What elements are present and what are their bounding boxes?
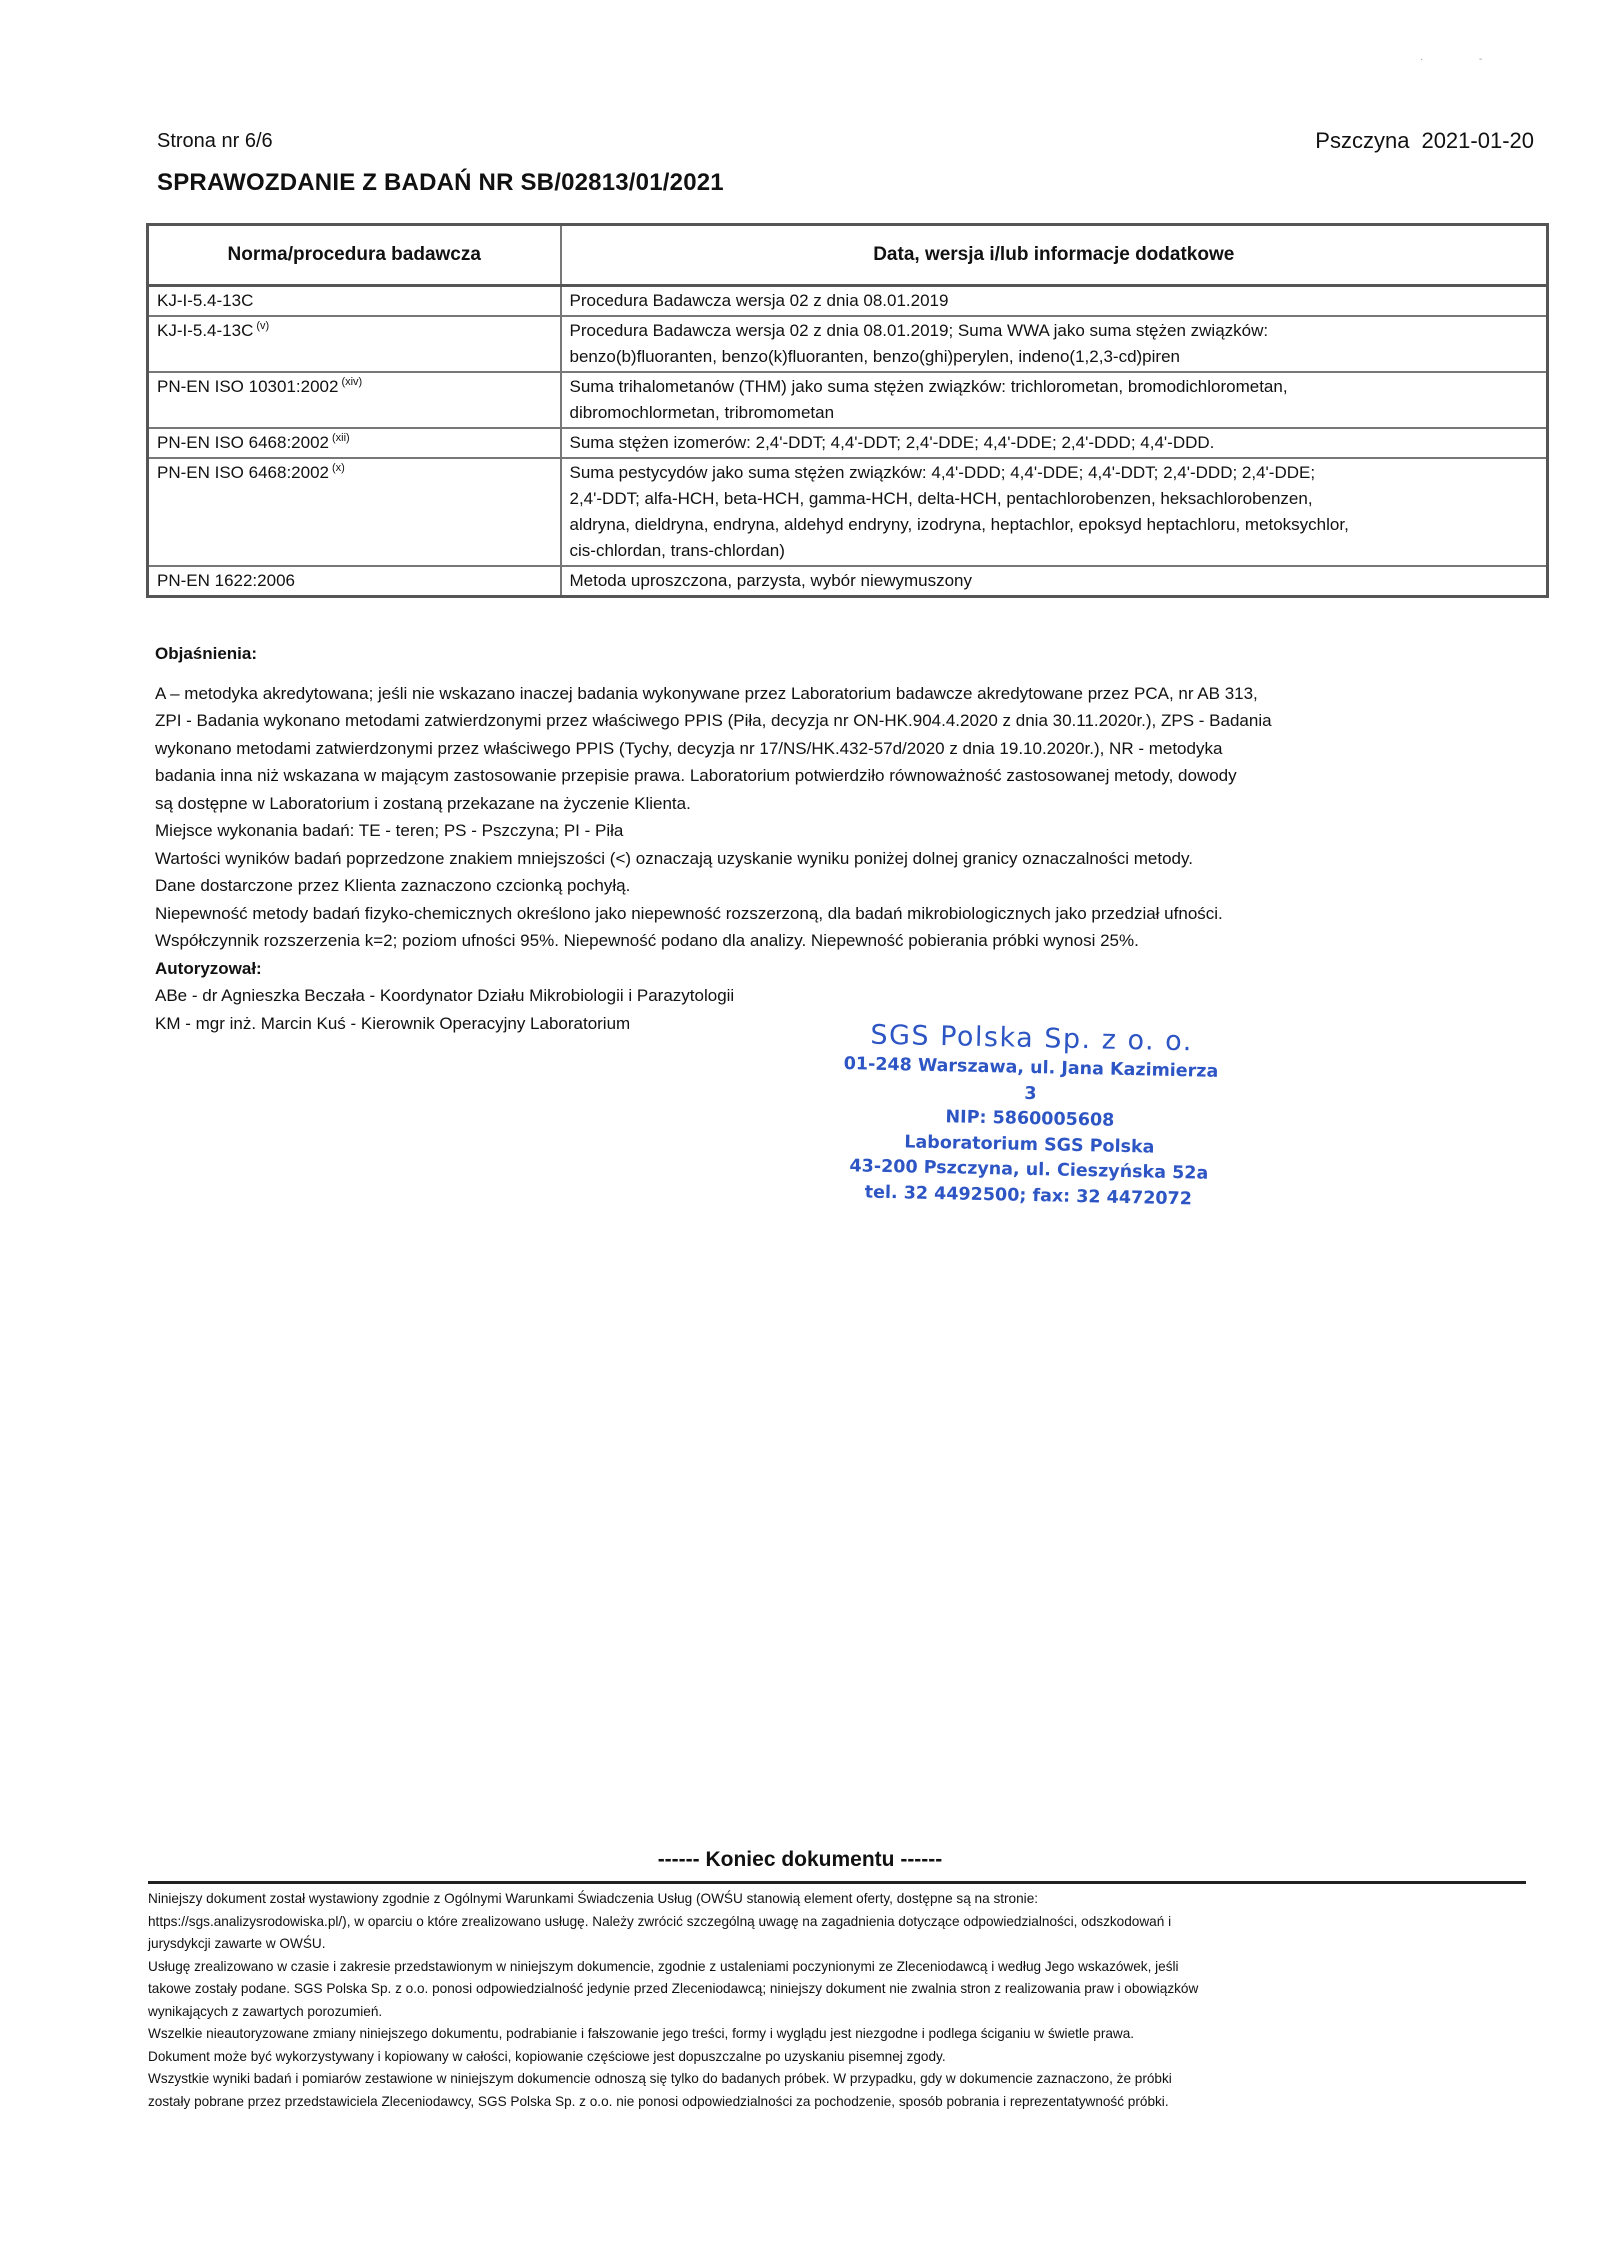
norm-code: PN-EN ISO 6468:2002 — [157, 463, 329, 482]
report-title: SPRAWOZDANIE Z BADAŃ NR SB/02813/01/2021 — [157, 169, 724, 196]
table-row — [148, 372, 1548, 428]
info-line: Procedura Badawcza wersja 02 z dnia 08.01.2019; Suma WWA jako suma stężen związków: — [569, 321, 1269, 340]
norm-cell — [148, 316, 561, 372]
norm-code: PN-EN ISO 6468:2002 — [157, 433, 329, 452]
info-cell — [561, 428, 1548, 458]
norm-footnote-marker: (x) — [331, 462, 345, 474]
legal-line: Wszystkie wyniki badań i pomiarów zestawione w niniejszym dokumencie odnoszą się tylko do badanych próbek. W przypadku, gdy w dokumencie zaznaczono, że próbki — [148, 2071, 1172, 2086]
report-place: Pszczyna — [1315, 128, 1410, 153]
legal-line: https://sgs.analizysrodowiska.pl/), w oparciu o które zrealizowano usługę. Należy zwrócić szczególną uwagę na zagadnienia dotyczące odpowiedzialności, odszkodowań i — [148, 1913, 1172, 1929]
norm-code: KJ-I-5.4-13C — [157, 321, 254, 340]
stamp-line: 43-200 Pszczyna, ul. Cieszyńska 52a — [849, 1156, 1209, 1184]
explanation-line: Dane dostarczone przez Klienta zaznaczono czcionką pochyłą. — [155, 876, 631, 895]
legal-line: Usługę zrealizowano w czasie i zakresie przedstawionym w niniejszym dokumencie, zgodnie z ustaleniami poczynionymi ze Zleceniodawcą i według Jego wskazówek, jeśli — [148, 1958, 1179, 1974]
norm-code: PN-EN ISO 10301:2002 — [157, 377, 339, 396]
authorized-person: KM - mgr inż. Marcin Kuś - Kierownik Operacyjny Laboratorium — [155, 1013, 631, 1033]
stamp-line: tel. 32 4492500; fax: 32 4472072 — [864, 1182, 1193, 1209]
info-line: Suma trihalometanów (THM) jako suma stężen związków: trichlorometan, bromodichlorometan, — [569, 377, 1288, 396]
footer-divider — [148, 1881, 1526, 1884]
info-line: dibromochlormetan, tribromometan — [569, 403, 835, 422]
table-row — [148, 428, 1548, 458]
info-cell — [561, 566, 1548, 597]
legal-line: zostały pobrane przez przedstawiciela Zleceniodawcy, SGS Polska Sp. z o.o. nie ponosi odpowiedzialności za pochodzenie, sposób pobrania i reprezentatywność próbki. — [148, 2093, 1169, 2109]
norm-footnote-marker: (xiv) — [341, 376, 363, 388]
company-stamp — [838, 1018, 1222, 1213]
column-header-norm: Norma/procedura badawcza — [148, 225, 561, 286]
norm-footnote-marker: (v) — [256, 320, 270, 332]
explanation-line: badania inna niż wskazana w mającym zastosowanie przepisie prawa. Laboratorium potwierdziło równoważność zastosowanej metody, dowody — [155, 766, 1237, 785]
norm-code: KJ-I-5.4-13C — [157, 291, 254, 310]
stamp-line: NIP: 5860005608 — [945, 1107, 1115, 1131]
methods-table-body — [148, 286, 1548, 597]
explanation-line: ZPI - Badania wykonano metodami zatwierdzonymi przez właściwego PPIS (Piła, decyzja nr ON-HK.904.4.2020 z dnia 30.11.2020r.), ZPS - Badania — [155, 711, 1272, 730]
legal-line: takowe zostały podane. SGS Polska Sp. z o.o. ponosi odpowiedzialność jedynie przed Zleceniodawcą; niniejszy dokument nie zwalnia stron z realizowania praw i obowiązków — [148, 1981, 1199, 1996]
authorized-heading: Autoryzował: — [155, 958, 262, 978]
norm-code: PN-EN 1622:2006 — [157, 571, 295, 590]
table-row — [148, 316, 1548, 372]
norm-cell — [148, 286, 561, 317]
info-line: 2,4'-DDT; alfa-HCH, beta-HCH, gamma-HCH, delta-HCH, pentachlorobenzen, heksachlorobenzen, — [569, 489, 1313, 508]
norm-cell — [148, 566, 561, 597]
explanation-line: Wartości wyników badań poprzedzone znakiem mniejszości (<) oznaczają uzyskanie wyniku poniżej dolnej granicy oznaczalności metody. — [155, 848, 1193, 868]
info-line: aldryna, dieldryna, endryna, aldehyd endryny, izodryna, heptachlor, epoksyd heptachloru, metoksychlor, — [569, 515, 1349, 534]
legal-line: Niniejszy dokument został wystawiony zgodnie z Ogólnymi Warunkami Świadczenia Usług (OWŚU stanowią element oferty, dostępne są na stronie: — [148, 1891, 1039, 1906]
norm-footnote-marker: (xii) — [331, 432, 350, 444]
table-header-row — [148, 225, 1548, 286]
info-line: Procedura Badawcza wersja 02 z dnia 08.01.2019 — [569, 291, 949, 310]
info-line: benzo(b)fluoranten, benzo(k)fluoranten, benzo(ghi)perylen, indeno(1,2,3-cd)piren — [569, 347, 1180, 366]
explanations-section — [155, 640, 1455, 1037]
norm-cell — [148, 458, 561, 566]
report-date: 2021-01-20 — [1421, 128, 1534, 153]
info-cell — [561, 372, 1548, 428]
info-line: cis-chlordan, trans-chlordan) — [569, 541, 785, 560]
info-line: Suma stężen izomerów: 2,4'-DDT; 4,4'-DDT; 2,4'-DDE; 4,4'-DDE; 2,4'-DDD; 4,4'-DDD. — [569, 433, 1215, 452]
authorized-person: ABe - dr Agnieszka Beczała - Koordynator Działu Mikrobiologii i Parazytologii — [155, 986, 735, 1005]
explanation-line: są dostępne w Laboratorium i zostaną przekazane na życzenie Klienta. — [155, 793, 691, 813]
info-cell — [561, 316, 1548, 372]
stamp-company: SGS Polska Sp. z o. o. — [870, 1019, 1194, 1058]
explanation-line: Miejsce wykonania badań: TE - teren; PS - Pszczyna; PI - Piła — [155, 821, 624, 840]
table-row — [148, 566, 1548, 597]
legal-footer — [148, 1888, 1408, 2113]
info-cell — [561, 458, 1548, 566]
explanation-line: Niepewność metody badań fizyko-chemicznych określono jako niepewność rozszerzoną, dla badań mikrobiologicznych jako przedział ufności. — [155, 903, 1223, 923]
explanation-line: wykonano metodami zatwierdzonymi przez właściwego PPIS (Tychy, decyzja nr 17/NS/HK.432-57d/2020 z dnia 19.10.2020r.), NR - metodyka — [155, 738, 1223, 758]
explanation-line: A – metodyka akredytowana; jeśli nie wskazano inaczej badania wykonywane przez Laboratorium badawcze akredytowane przez PCA, nr AB 313, — [155, 683, 1258, 703]
norm-cell — [148, 428, 561, 458]
scan-marks: · - — [1420, 54, 1483, 65]
info-line: Metoda uproszczona, parzysta, wybór niewymuszony — [569, 571, 973, 590]
table-row — [148, 458, 1548, 566]
legal-line: jurysdykcji zawarte w OWŚU. — [148, 1936, 326, 1951]
end-of-document: ------ Koniec dokumentu ------ — [657, 1848, 943, 1871]
info-line: Suma pestycydów jako suma stężen związków: 4,4'-DDD; 4,4'-DDE; 4,4'-DDT; 2,4'-DDD; 2,4'-DDE; — [569, 463, 1316, 482]
report-place-date — [1315, 128, 1534, 154]
stamp-line: Laboratorium SGS Polska — [904, 1131, 1155, 1158]
methods-table — [146, 223, 1549, 598]
column-header-info: Data, wersja i/lub informacje dodatkowe — [561, 225, 1548, 286]
explanations-heading: Objaśnienia: — [155, 644, 258, 663]
legal-line: Wszelkie nieautoryzowane zmiany niniejszego dokumentu, podrabianie i fałszowanie jego treści, formy i wyglądu jest niezgodne i podlega ściganiu w świetle prawa. — [148, 2026, 1135, 2041]
info-cell — [561, 286, 1548, 317]
legal-line: wynikających z zawartych porozumień. — [148, 2003, 383, 2019]
table-row — [148, 286, 1548, 317]
stamp-line: 01-248 Warszawa, ul. Jana Kazimierza 3 — [843, 1054, 1219, 1104]
explanation-line: Współczynnik rozszerzenia k=2; poziom ufności 95%. Niepewność podano dla analizy. Niepewność pobierania próbki wynosi 25%. — [155, 931, 1139, 950]
page-number: Strona nr 6/6 — [157, 130, 273, 152]
legal-line: Dokument może być wykorzystywany i kopiowany w całości, kopiowanie częściowe jest dopuszczalne po uzyskaniu pisemnej zgody. — [148, 2048, 946, 2064]
norm-cell — [148, 372, 561, 428]
